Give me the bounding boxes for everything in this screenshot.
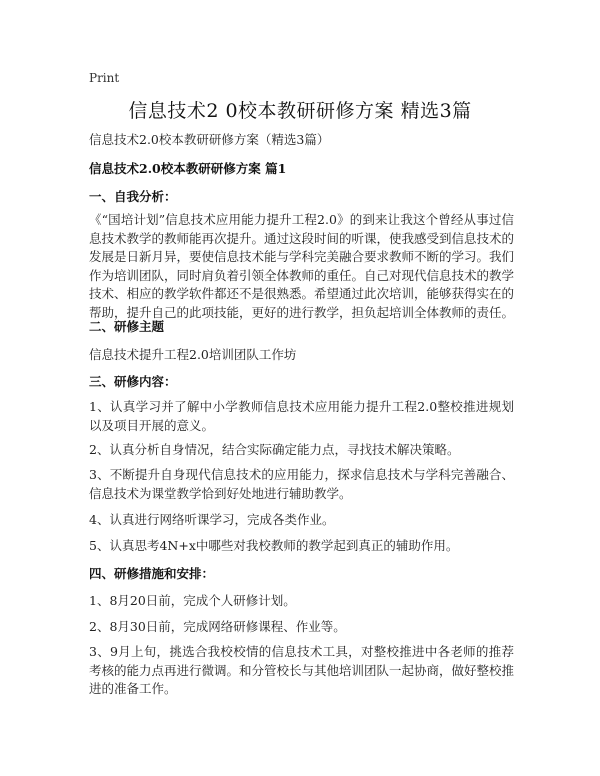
document-title: 信息技术2 0校本教研研修方案 精选3篇 <box>128 100 472 122</box>
schedule-item-2: 2、8月30日前，完成网络研修课程、作业等。 <box>89 619 346 634</box>
section-title: 信息技术2.0校本教研研修方案 篇1 <box>89 161 287 176</box>
content-item-5: 5、认真思考4N+x中哪些对我校教师的教学起到真正的辅助作用。 <box>89 538 459 553</box>
schedule-item-3: 3、9月上旬，挑选合我校校情的信息技术工具，对整校推进中各老师的推荐考核的能力点再进行微调。和分管校长与其他培训团队一起协商，做好整校推进的准备工作。 <box>89 644 515 696</box>
content-item-1: 1、认真学习并了解中小学教师信息技术应用能力提升工程2.0整校推进规划以及项目开展的意义。 <box>89 399 514 433</box>
heading-content: 三、研修内容： <box>89 374 177 389</box>
heading-measures: 四、研修措施和安排： <box>89 566 215 581</box>
content-item-2: 2、认真分析自身情况，结合实际确定能力点，寻找技术解决策略。 <box>89 442 460 457</box>
paragraph-self-analysis: 《“国培计划”信息技术应用能力提升工程2.0》的到来让我这个曾经从事过信息技术教学的教师能再次提升。通过这段时间的听课，使我感受到信息技术的发展是日新月异，要使信息技术能与学科完美融合要求教师不断的学习。我们作为培训团队，同时肩负着引领全体教师的重任。自己对现代信息技术的教学技术、相应的教学软件都还不是很熟悉。希望通过此次培训，能够获得实在的帮助，提升自己的此项技能，更好的进行教学，担负起培训全体教师的责任。 <box>89 212 515 320</box>
content-item-3: 3、不断提升自身现代信息技术的应用能力，探求信息技术与学科完善融合、信息技术为课堂教学恰到好处地进行辅助教学。 <box>89 467 514 501</box>
paragraph-theme: 信息技术提升工程2.0培训团队工作坊 <box>89 347 297 362</box>
content-item-4: 4、认真进行网络听课学习，完成各类作业。 <box>89 512 335 527</box>
subtitle: 信息技术2.0校本教研研修方案（精选3篇） <box>89 132 330 147</box>
print-label[interactable]: Print <box>89 71 120 85</box>
heading-theme: 二、研修主题 <box>89 319 165 334</box>
heading-self-analysis: 一、自我分析： <box>89 189 177 204</box>
schedule-item-1: 1、8月20日前，完成个人研修计划。 <box>89 593 296 608</box>
